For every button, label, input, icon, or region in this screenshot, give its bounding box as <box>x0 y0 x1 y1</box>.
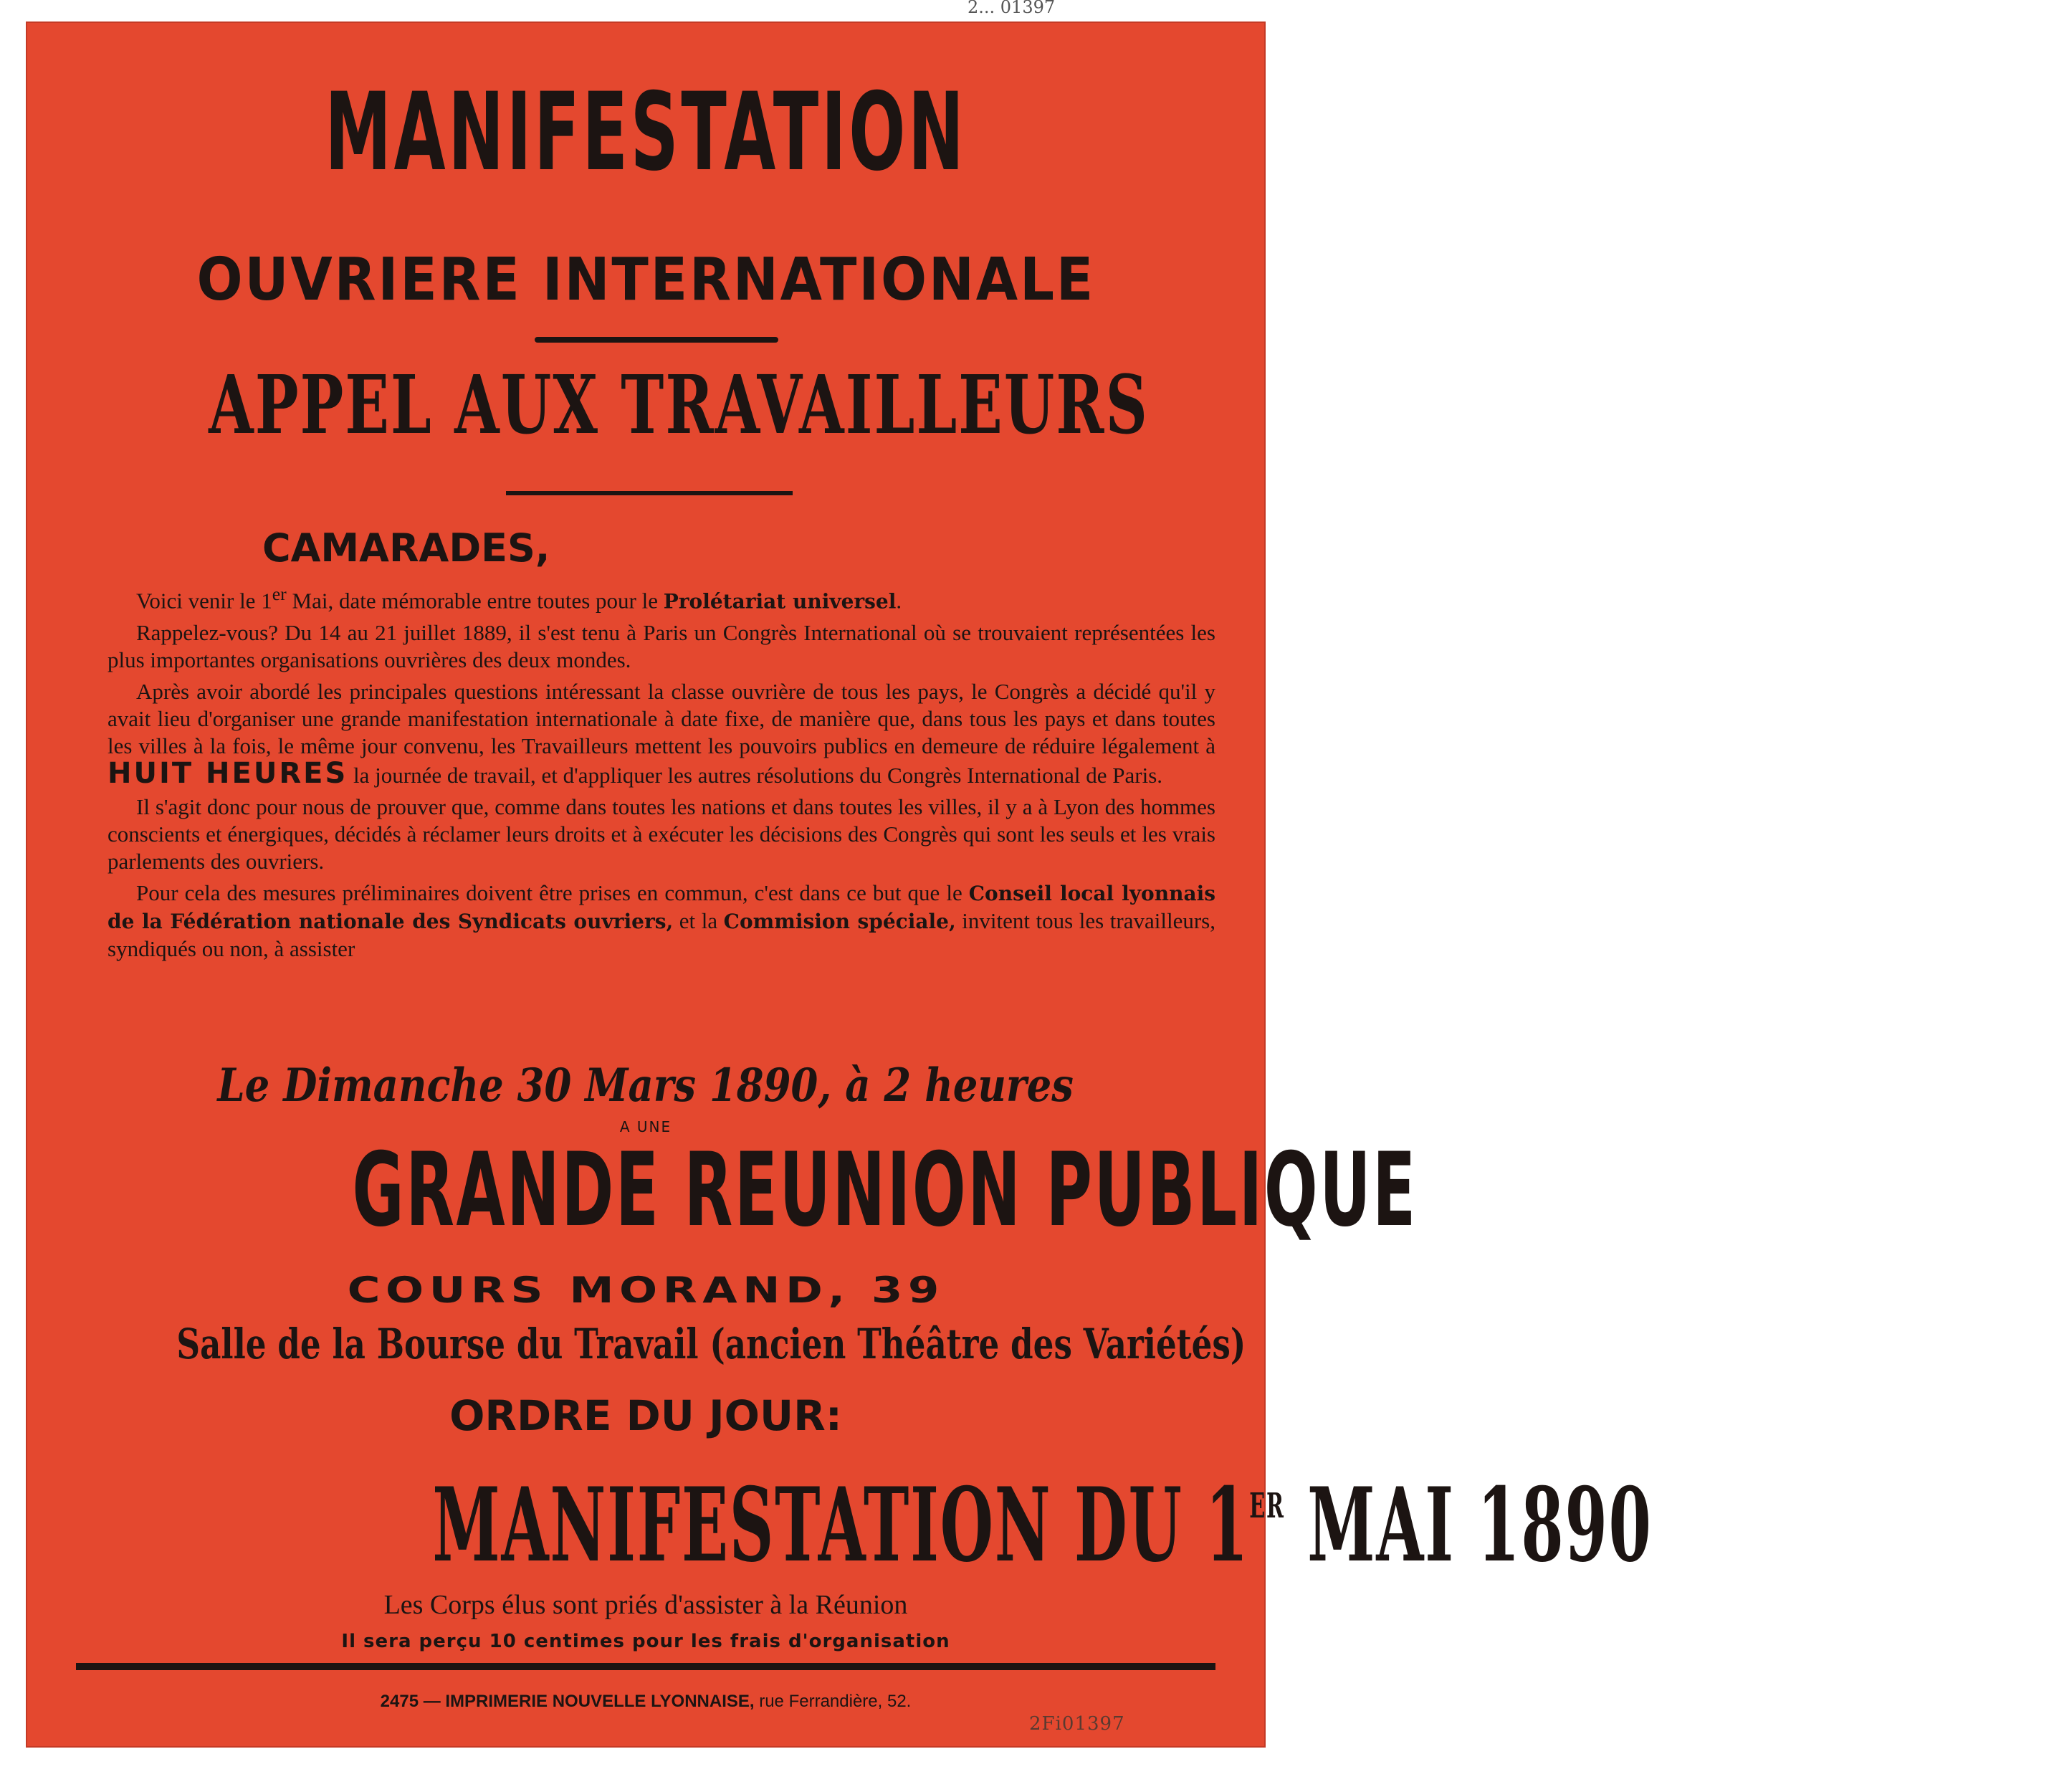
meeting-venue: Salle de la Bourse du Travail (ancien Théâtre des Variétés) <box>176 1320 1246 1368</box>
paragraph: Il s'agit donc pour nous de prouver que, comme dans toutes les nations et dans toutes les villes, il y a à Lyon des hommes conscients et énergiques, décidés à réclamer leurs droits et à exécuter les décisions des Congrès qui sont les seuls et les vrais parlements des ouvriers. <box>108 794 1215 874</box>
agenda-label: ORDRE DU JOUR: <box>449 1391 842 1440</box>
greeting: CAMARADES, <box>262 525 550 571</box>
poster <box>26 22 1653 1748</box>
divider <box>76 1663 1215 1670</box>
paragraph: Voici venir le 1er Mai, date mémorable entre toutes pour le Prolétariat universel. <box>136 583 902 614</box>
archive-reference: 2Fi01397 <box>1029 1713 1125 1735</box>
meeting-date: Le Dimanche 30 Mars 1890, à 2 heures <box>217 1059 1074 1112</box>
meeting-heading: GRANDE REUNION PUBLIQUE <box>352 1131 1418 1249</box>
paragraph: Pour cela des mesures préliminaires doivent être prises en commun, c'est dans ce but que le Conseil local lyonnais de la Fédération nationale des Syndicats ouvriers, et la Commision spéciale, invitent tous les travailleurs, syndiqués ou non, à assister <box>108 880 1215 962</box>
emphasis-huit-heures: HUIT HEURES <box>108 757 348 791</box>
meeting-address: COURS MORAND, 39 <box>347 1269 945 1311</box>
invite-note: Les Corps élus sont priés d'assister à la Réunion <box>383 1590 908 1620</box>
archive-reference-top: 2... 01397 <box>968 0 1056 17</box>
a-une-label: A UNE <box>619 1118 672 1135</box>
fee-note: Il sera perçu 10 centimes pour les frais d'organisation <box>341 1631 950 1652</box>
divider <box>506 491 793 495</box>
appeal-heading: APPEL AUX TRAVAILLEURS <box>209 358 1149 452</box>
body-text <box>108 581 1215 967</box>
agenda-item: MANIFESTATION DU 1ER MAI 1890 <box>432 1466 1653 1585</box>
poster-subtitle: OUVRIERE INTERNATIONALE <box>196 246 1095 314</box>
paragraph: Après avoir abordé les principales questions intéressant la classe ouvrière de tous les pays, le Congrès a décidé qu'il y avait lieu d'organiser une grande manifestation internationale à date fixe, de manière que, dans tous les pays et dans toutes les villes à la fois, le même jour convenu, les Travailleurs mettent les pouvoirs publics en demeure de réduire légalement à HUIT HEURES la journée de travail, et d'appliquer les autres résolutions du Congrès International de Paris. <box>108 679 1215 791</box>
paragraph: Rappelez-vous? Du 14 au 21 juillet 1889, il s'est tenu à Paris un Congrès International où se trouvaient représentées les plus importantes organisations ouvrières des deux mondes. <box>108 620 1215 673</box>
printer-imprint: 2475 — IMPRIMERIE NOUVELLE LYONNAISE, rue Ferrandière, 52. <box>380 1692 912 1711</box>
poster-title: MANIFESTATION <box>325 70 967 195</box>
divider <box>535 337 778 343</box>
